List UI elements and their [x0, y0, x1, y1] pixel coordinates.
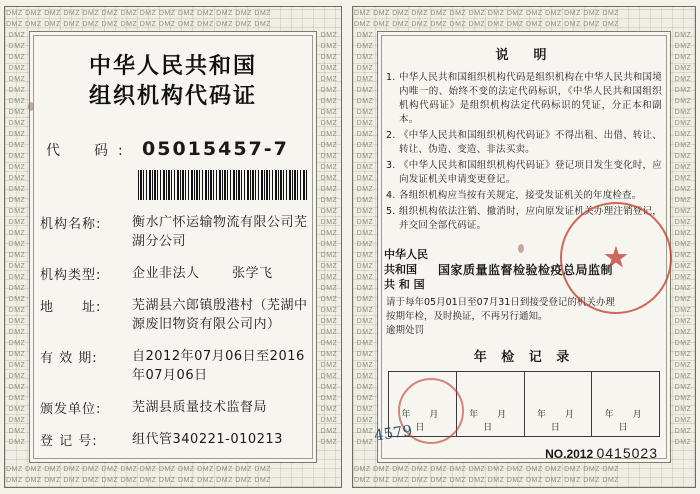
left-certificate-content: [34, 36, 312, 458]
org-type-value: 企业非法人: [132, 266, 200, 281]
watermark-text: DMZ: [8, 219, 26, 226]
watermark-text: DMZ: [356, 43, 374, 50]
watermark-text: DMZ: [356, 252, 374, 259]
watermark-text: DMZ: [320, 32, 338, 39]
watermark-text: DMZ: [320, 175, 338, 182]
watermark-band-right: [672, 30, 694, 464]
watermark-text: DMZ: [674, 175, 692, 182]
field-value: [132, 213, 308, 251]
annual-inspection-note: [382, 296, 666, 338]
left-certificate: [4, 6, 342, 488]
watermark-text: DMZ: [8, 153, 26, 160]
watermark-text: DMZ: [356, 351, 374, 358]
field-label: 地 址:: [40, 300, 102, 315]
watermark-text: DMZ: [356, 142, 374, 149]
seal-star-icon: ★: [602, 240, 630, 276]
watermark-text: DMZ: [8, 285, 26, 292]
note-number: 5.: [386, 206, 396, 217]
field-value: 组代管340221-010213: [132, 432, 283, 447]
issuer-left: [384, 247, 438, 292]
watermark-text: DMZ: [8, 263, 26, 270]
watermark-text: DMZ: [320, 54, 338, 61]
watermark-text: DMZ DMZ DMZ DMZ DMZ DMZ DMZ DMZ DMZ DMZ DMZ DMZ DMZ DMZ: [6, 466, 272, 473]
watermark-text: DMZ: [8, 373, 26, 380]
watermark-text: DMZ: [8, 32, 26, 39]
watermark-text: DMZ: [674, 98, 692, 105]
watermark-text: DMZ: [356, 98, 374, 105]
watermark-text: DMZ: [356, 197, 374, 204]
watermark-text: DMZ DMZ DMZ DMZ DMZ DMZ DMZ DMZ DMZ DMZ DMZ DMZ DMZ DMZ: [354, 466, 620, 473]
watermark-text: DMZ: [356, 406, 374, 413]
watermark-text: DMZ: [8, 406, 26, 413]
handwritten-note: 4579: [372, 421, 414, 445]
field-value: [132, 264, 273, 283]
watermark-band-bottom: [354, 464, 694, 486]
field-value: [132, 296, 308, 334]
watermark-text: DMZ: [8, 164, 26, 171]
watermark-text: DMZ: [356, 131, 374, 138]
watermark-text: DMZ: [356, 65, 374, 72]
watermark-text: DMZ: [320, 307, 338, 314]
watermark-text: DMZ: [674, 318, 692, 325]
watermark-text: DMZ: [320, 439, 338, 446]
watermark-text: DMZ: [320, 252, 338, 259]
org-name-line2: 湖分公司: [132, 234, 187, 249]
certificate-number: [382, 445, 666, 461]
watermark-text: DMZ: [8, 230, 26, 237]
watermark-text: DMZ: [356, 219, 374, 226]
watermark-text: DMZ: [8, 120, 26, 127]
watermark-text: DMZ: [674, 285, 692, 292]
watermark-text: DMZ: [356, 120, 374, 127]
watermark-text: DMZ: [8, 175, 26, 182]
watermark-text: DMZ DMZ DMZ DMZ DMZ DMZ DMZ DMZ DMZ DMZ DMZ DMZ DMZ DMZ: [6, 21, 272, 28]
watermark-text: DMZ: [356, 263, 374, 270]
watermark-text: DMZ: [674, 230, 692, 237]
watermark-text: DMZ: [320, 219, 338, 226]
watermark-text: DMZ: [674, 362, 692, 369]
watermark-text: DMZ: [356, 230, 374, 237]
field-label: 有 效 期:: [40, 351, 98, 366]
watermark-text: DMZ: [8, 142, 26, 149]
note-item: [386, 159, 662, 187]
watermark-text: DMZ: [320, 241, 338, 248]
watermark-text: DMZ: [356, 186, 374, 193]
certificate-number-value: 0415023: [596, 445, 658, 461]
watermark-text: DMZ: [320, 406, 338, 413]
certificate-title-line2: 组织机构代码证: [88, 84, 257, 109]
address-line1: 芜湖县六郎镇殷港村（芜湖中: [132, 298, 308, 313]
field-label: 机构类型:: [40, 268, 102, 283]
note-item: [386, 189, 662, 203]
watermark-text: DMZ: [674, 186, 692, 193]
watermark-text: DMZ: [356, 384, 374, 391]
note-number: 1.: [386, 72, 396, 83]
watermark-text: DMZ: [356, 54, 374, 61]
watermark-text: DMZ: [8, 65, 26, 72]
watermark-text: DMZ: [8, 131, 26, 138]
note-text: 《中华人民共和国组织机构代码证》登记项目发生变化时，应向发证机关申请变更登记。: [399, 160, 662, 185]
watermark-text: DMZ: [674, 406, 692, 413]
watermark-text: DMZ: [8, 428, 26, 435]
note-text: 组织机构依法注销、撤消时，应向原发证机关办理注销登记，并交回全部代码证。: [399, 206, 662, 231]
watermark-text: DMZ: [320, 120, 338, 127]
watermark-text: DMZ: [8, 362, 26, 369]
watermark-text: DMZ: [320, 274, 338, 281]
watermark-text: DMZ: [8, 417, 26, 424]
watermark-text: DMZ: [320, 340, 338, 347]
annual-date-label: 年 月 日: [469, 410, 526, 433]
watermark-text: DMZ: [674, 296, 692, 303]
watermark-text: DMZ: [320, 362, 338, 369]
watermark-text: DMZ: [356, 32, 374, 39]
watermark-text: DMZ: [674, 32, 692, 39]
watermark-text: DMZ: [356, 285, 374, 292]
watermark-text: DMZ: [674, 439, 692, 446]
watermark-text: DMZ: [356, 329, 374, 336]
annual-record-title: 年 检 记 录: [473, 350, 575, 365]
watermark-text: DMZ: [356, 340, 374, 347]
watermark-text: DMZ: [320, 65, 338, 72]
watermark-text: DMZ: [674, 54, 692, 61]
watermark-text: DMZ DMZ DMZ DMZ DMZ DMZ DMZ DMZ DMZ DMZ DMZ DMZ DMZ DMZ: [6, 10, 272, 17]
watermark-text: DMZ: [320, 131, 338, 138]
annual-note-line2: 按期年检，及时换证，不再另行通知。: [386, 311, 548, 322]
watermark-text: DMZ: [674, 197, 692, 204]
watermark-text: DMZ: [356, 153, 374, 160]
watermark-text: DMZ: [674, 241, 692, 248]
bottom-fields: [34, 347, 312, 449]
annual-note-line1: 请于每年05月01日至07月31日到接受登记的机关办理: [386, 297, 615, 308]
watermark-text: DMZ: [320, 263, 338, 270]
watermark-text: DMZ: [320, 186, 338, 193]
watermark-text: DMZ: [674, 395, 692, 402]
watermark-text: DMZ: [320, 230, 338, 237]
watermark-text: DMZ DMZ DMZ DMZ DMZ DMZ DMZ DMZ DMZ DMZ DMZ DMZ DMZ DMZ: [354, 21, 620, 28]
watermark-text: DMZ: [320, 43, 338, 50]
field-address: [34, 296, 312, 334]
right-certificate: [352, 6, 696, 488]
watermark-band-right: [318, 30, 340, 464]
watermark-text: DMZ: [356, 362, 374, 369]
watermark-text: DMZ: [320, 197, 338, 204]
watermark-text: DMZ: [674, 208, 692, 215]
certificate-title: [34, 52, 312, 112]
code-label: 代 码:: [46, 143, 133, 159]
watermark-text: DMZ: [320, 76, 338, 83]
watermark-text: DMZ: [674, 164, 692, 171]
watermark-text: DMZ: [8, 318, 26, 325]
watermark-text: DMZ: [356, 439, 374, 446]
watermark-text: DMZ: [674, 43, 692, 50]
watermark-text: DMZ: [674, 263, 692, 270]
watermark-text: DMZ: [356, 109, 374, 116]
watermark-text: DMZ: [8, 76, 26, 83]
watermark-text: DMZ: [8, 439, 26, 446]
code-row: [34, 138, 312, 160]
watermark-text: DMZ: [356, 417, 374, 424]
watermark-text: DMZ: [320, 395, 338, 402]
watermark-text: DMZ DMZ DMZ DMZ DMZ DMZ DMZ DMZ DMZ DMZ DMZ DMZ DMZ DMZ: [354, 10, 620, 17]
watermark-text: DMZ: [320, 98, 338, 105]
issuer-block: [382, 247, 666, 292]
note-item: [386, 71, 662, 127]
watermark-text: DMZ: [320, 329, 338, 336]
field-issuer: [34, 398, 312, 417]
watermark-text: DMZ: [356, 87, 374, 94]
barcode: [138, 170, 308, 200]
watermark-text: DMZ: [356, 241, 374, 248]
certificate-title-line1: 中华人民共和国: [88, 54, 257, 79]
note-number: 2.: [386, 130, 396, 141]
watermark-text: DMZ: [674, 384, 692, 391]
annual-record-table: [388, 371, 660, 437]
watermark-text: DMZ: [320, 373, 338, 380]
watermark-text: DMZ: [8, 197, 26, 204]
field-label: 机构名称:: [40, 217, 102, 232]
note-text: 中华人民共和国组织机构代码是组织机构在中华人民共和国境内唯一的、始终不变的法定代码标识，《中华人民共和国组织机构代码证》是组织机构法定代码标识的凭证，分正本和副本。: [399, 72, 662, 125]
watermark-text: DMZ: [320, 428, 338, 435]
watermark-band-top: [6, 8, 340, 30]
issuer-right: 国家质量监督检验检疫总局监制: [438, 263, 614, 277]
watermark-text: DMZ: [8, 43, 26, 50]
watermark-text: DMZ: [674, 219, 692, 226]
watermark-text: DMZ: [674, 131, 692, 138]
watermark-text: DMZ: [8, 98, 26, 105]
field-label: 登 记 号:: [40, 434, 98, 449]
notes-list: [386, 71, 662, 233]
watermark-text: DMZ: [356, 296, 374, 303]
annual-note-line3: 逾期处罚: [386, 325, 425, 336]
watermark-text: DMZ: [356, 373, 374, 380]
watermark-text: DMZ: [674, 274, 692, 281]
legal-rep-value: 张学飞: [232, 266, 273, 281]
watermark-text: DMZ: [8, 307, 26, 314]
watermark-text: DMZ: [8, 351, 26, 358]
watermark-text: DMZ: [674, 428, 692, 435]
watermark-text: DMZ: [356, 164, 374, 171]
watermark-text: DMZ: [674, 340, 692, 347]
watermark-text: DMZ: [674, 120, 692, 127]
watermark-text: DMZ DMZ DMZ DMZ DMZ DMZ DMZ DMZ DMZ DMZ DMZ DMZ DMZ DMZ: [354, 477, 620, 484]
notes-title: 说 明: [495, 48, 553, 63]
watermark-text: DMZ: [320, 208, 338, 215]
watermark-text: DMZ: [356, 175, 374, 182]
right-certificate-content: [382, 36, 666, 461]
ink-smudge: [28, 102, 34, 111]
field-value: 芜湖县质量技术监督局: [132, 400, 268, 415]
watermark-text: DMZ: [674, 109, 692, 116]
watermark-text: DMZ: [320, 351, 338, 358]
watermark-text: DMZ: [320, 296, 338, 303]
watermark-text: DMZ: [8, 87, 26, 94]
watermark-text: DMZ: [8, 340, 26, 347]
certificate-number-prefix: NO.2012: [545, 447, 594, 461]
watermark-text: DMZ: [320, 285, 338, 292]
watermark-text: DMZ: [320, 109, 338, 116]
field-label: 颁发单位:: [40, 402, 102, 417]
watermark-band-left: [354, 30, 376, 464]
watermark-text: DMZ: [8, 208, 26, 215]
watermark-text: DMZ: [8, 329, 26, 336]
watermark-text: DMZ: [8, 395, 26, 402]
note-item: [386, 205, 662, 233]
watermark-text: DMZ: [674, 252, 692, 259]
watermark-text: DMZ: [320, 318, 338, 325]
watermark-text: DMZ: [8, 109, 26, 116]
watermark-text: DMZ: [356, 208, 374, 215]
watermark-text: DMZ: [320, 417, 338, 424]
watermark-text: DMZ: [674, 153, 692, 160]
watermark-text: DMZ: [674, 373, 692, 380]
annual-date-label: 年 月 日: [604, 410, 661, 433]
watermark-band-left: [6, 30, 28, 464]
watermark-text: DMZ: [674, 87, 692, 94]
watermark-text: DMZ: [320, 384, 338, 391]
issuer-left-line2: 共 和 国: [384, 278, 425, 291]
field-registration-no: [34, 430, 312, 449]
watermark-text: DMZ: [356, 428, 374, 435]
watermark-text: DMZ: [356, 76, 374, 83]
note-number: 3.: [386, 160, 396, 171]
watermark-text: DMZ: [356, 318, 374, 325]
issuer-left-line1: 中华人民共和国: [384, 248, 428, 276]
watermark-text: DMZ: [8, 252, 26, 259]
annual-record-cell: [457, 372, 525, 436]
field-value: 自2012年07月06日至2016年07月06日: [132, 349, 305, 383]
watermark-text: DMZ: [674, 417, 692, 424]
annual-date-label: 年 月 日: [536, 410, 593, 433]
note-text: 各组织机构应当按有关规定，接受发证机关的年度检查。: [399, 190, 642, 201]
watermark-text: DMZ: [674, 76, 692, 83]
note-number: 4.: [386, 190, 396, 201]
watermark-text: DMZ: [356, 274, 374, 281]
watermark-text: DMZ: [320, 142, 338, 149]
org-name-line1: 衡水广怀运输物流有限公司芜: [132, 215, 308, 230]
watermark-text: DMZ: [674, 329, 692, 336]
watermark-text: DMZ DMZ DMZ DMZ DMZ DMZ DMZ DMZ DMZ DMZ DMZ DMZ DMZ DMZ: [6, 477, 272, 484]
field-validity: [34, 347, 312, 385]
annual-record-cell: [525, 372, 593, 436]
watermark-text: DMZ: [674, 65, 692, 72]
watermark-text: DMZ: [8, 296, 26, 303]
ink-smudge: [518, 244, 524, 253]
note-text: 《中华人民共和国组织机构代码证》不得出租、出借、转让、转让、伪造、变造、非法买卖。: [399, 130, 662, 155]
watermark-text: DMZ: [674, 351, 692, 358]
watermark-text: DMZ: [674, 307, 692, 314]
field-org-type: [34, 264, 312, 283]
note-item: [386, 129, 662, 157]
watermark-text: DMZ: [8, 384, 26, 391]
watermark-band-bottom: [6, 464, 340, 486]
watermark-text: DMZ: [320, 153, 338, 160]
annual-record-cell: [592, 372, 659, 436]
watermark-band-top: [354, 8, 694, 30]
watermark-text: DMZ: [8, 274, 26, 281]
code-value: 05015457-7: [142, 138, 289, 160]
address-line2: 源废旧物资有限公司内）: [132, 317, 281, 332]
watermark-text: DMZ: [8, 241, 26, 248]
watermark-text: DMZ: [320, 164, 338, 171]
watermark-text: DMZ: [356, 395, 374, 402]
annual-date-label: 年 月 日: [401, 410, 458, 433]
watermark-text: DMZ: [356, 307, 374, 314]
watermark-text: DMZ: [320, 87, 338, 94]
field-org-name: [34, 213, 312, 251]
watermark-text: DMZ: [674, 142, 692, 149]
watermark-text: DMZ: [8, 54, 26, 61]
watermark-text: DMZ: [8, 186, 26, 193]
